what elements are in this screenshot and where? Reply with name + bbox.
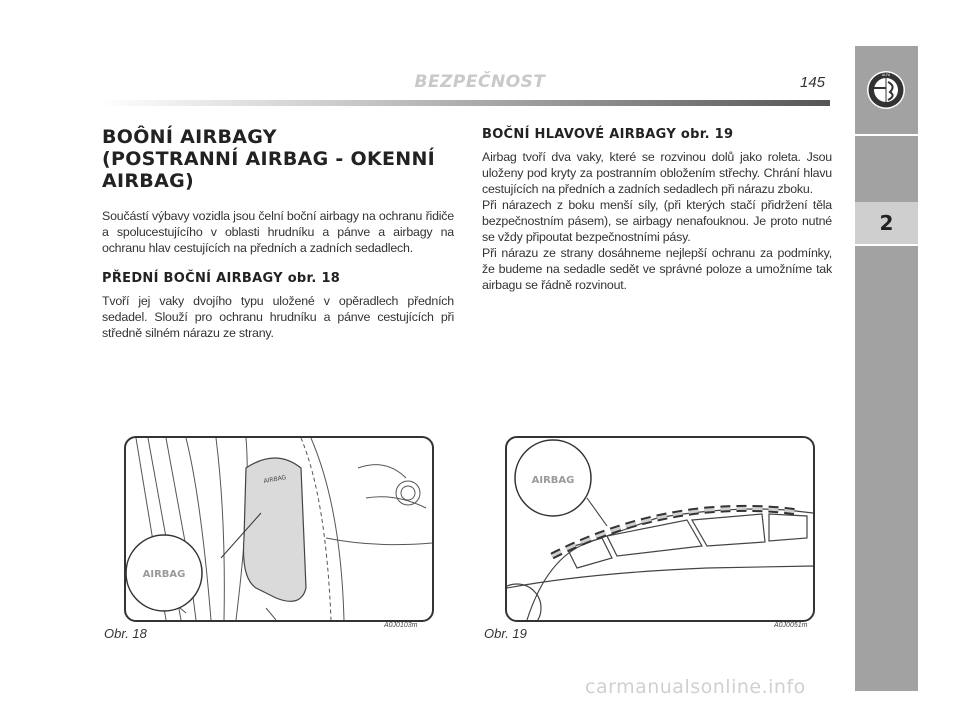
sidebar-divider bbox=[855, 244, 918, 246]
logo-block bbox=[855, 46, 918, 134]
page-section-title: BEZPEČNOST bbox=[414, 72, 546, 92]
intro-paragraph: Součástí výbavy vozidla jsou čelní boční airbagy na ochranu řidiče a spolucestujícího v oblasti hrudníku a pánve a airbagy na ochranu hlav cestujících na předních a zadních sedadlech. bbox=[102, 209, 454, 255]
right-column bbox=[482, 126, 832, 293]
window-bags-paragraph-2: Při nárazech z boku menší síly, (při kterých stačí přidržení těla bezpečnostním pásem), se airbagy nenafouknou. Je proto nutné se vždy připoutat bezpečnostními pásy. bbox=[482, 198, 832, 244]
figure-18-code: A0J0103m bbox=[384, 622, 418, 629]
alfa-romeo-logo-icon bbox=[866, 70, 906, 110]
airbag-badge-label: AIRBAG bbox=[531, 475, 575, 486]
header-rule bbox=[100, 100, 830, 106]
figure-18-caption: Obr. 18 bbox=[104, 626, 147, 641]
chapter-tab[interactable] bbox=[855, 202, 918, 244]
sidebar-divider bbox=[855, 134, 918, 136]
curtain-airbag-illustration bbox=[507, 438, 813, 620]
airbag-badge-label: AIRBAG bbox=[142, 569, 186, 580]
seat-airbag-label: AIRBAG bbox=[263, 474, 287, 485]
figure-18-seat-airbag bbox=[124, 436, 434, 622]
seat-airbag-illustration bbox=[126, 438, 432, 620]
window-bags-heading: BOČNÍ HLAVOVÉ AIRBAGY obr. 19 bbox=[482, 127, 734, 142]
chapter-number: 2 bbox=[879, 211, 894, 235]
front-side-airbags-heading: PŘEDNÍ BOČNÍ AIRBAGY obr. 18 bbox=[102, 271, 341, 286]
watermark: carmanualsonline.info bbox=[585, 676, 806, 698]
left-column bbox=[102, 126, 454, 341]
figure-19-code: A0J0051m bbox=[774, 622, 808, 629]
front-side-airbags-text: Tvoří jej vaky dvojího typu uložené v opěradlech předních sedadel. Slouží pro ochranu hrudníku a pánve cestujících při středně silném nárazu ze strany. bbox=[102, 294, 454, 340]
page-number: 145 bbox=[800, 74, 826, 91]
section-heading: BOÔNÍ AIRBAGY (POSTRANNÍ AIRBAG - OKENNÍ AIRBAG) bbox=[102, 126, 436, 192]
window-bags-paragraph-3: Při nárazu ze strany dosáhneme nejlepší ochranu za podmínky, že budeme na sedadle sedět ve správné poloze a umožníme tak airbagu se řádně rozvinout. bbox=[482, 246, 832, 292]
figure-19-caption: Obr. 19 bbox=[484, 626, 527, 641]
figure-19-curtain-airbag bbox=[505, 436, 815, 622]
svg-text:ALFA: ALFA bbox=[881, 73, 891, 77]
chapter-sidebar bbox=[855, 46, 918, 691]
window-bags-paragraph-1: Airbag tvoří dva vaky, které se rozvinou dolů jako roleta. Jsou uloženy pod kryty za postranním obložením střechy. Chrání hlavu cestujících na předních a zadních sedadlech při nárazu zboku. bbox=[482, 150, 832, 196]
